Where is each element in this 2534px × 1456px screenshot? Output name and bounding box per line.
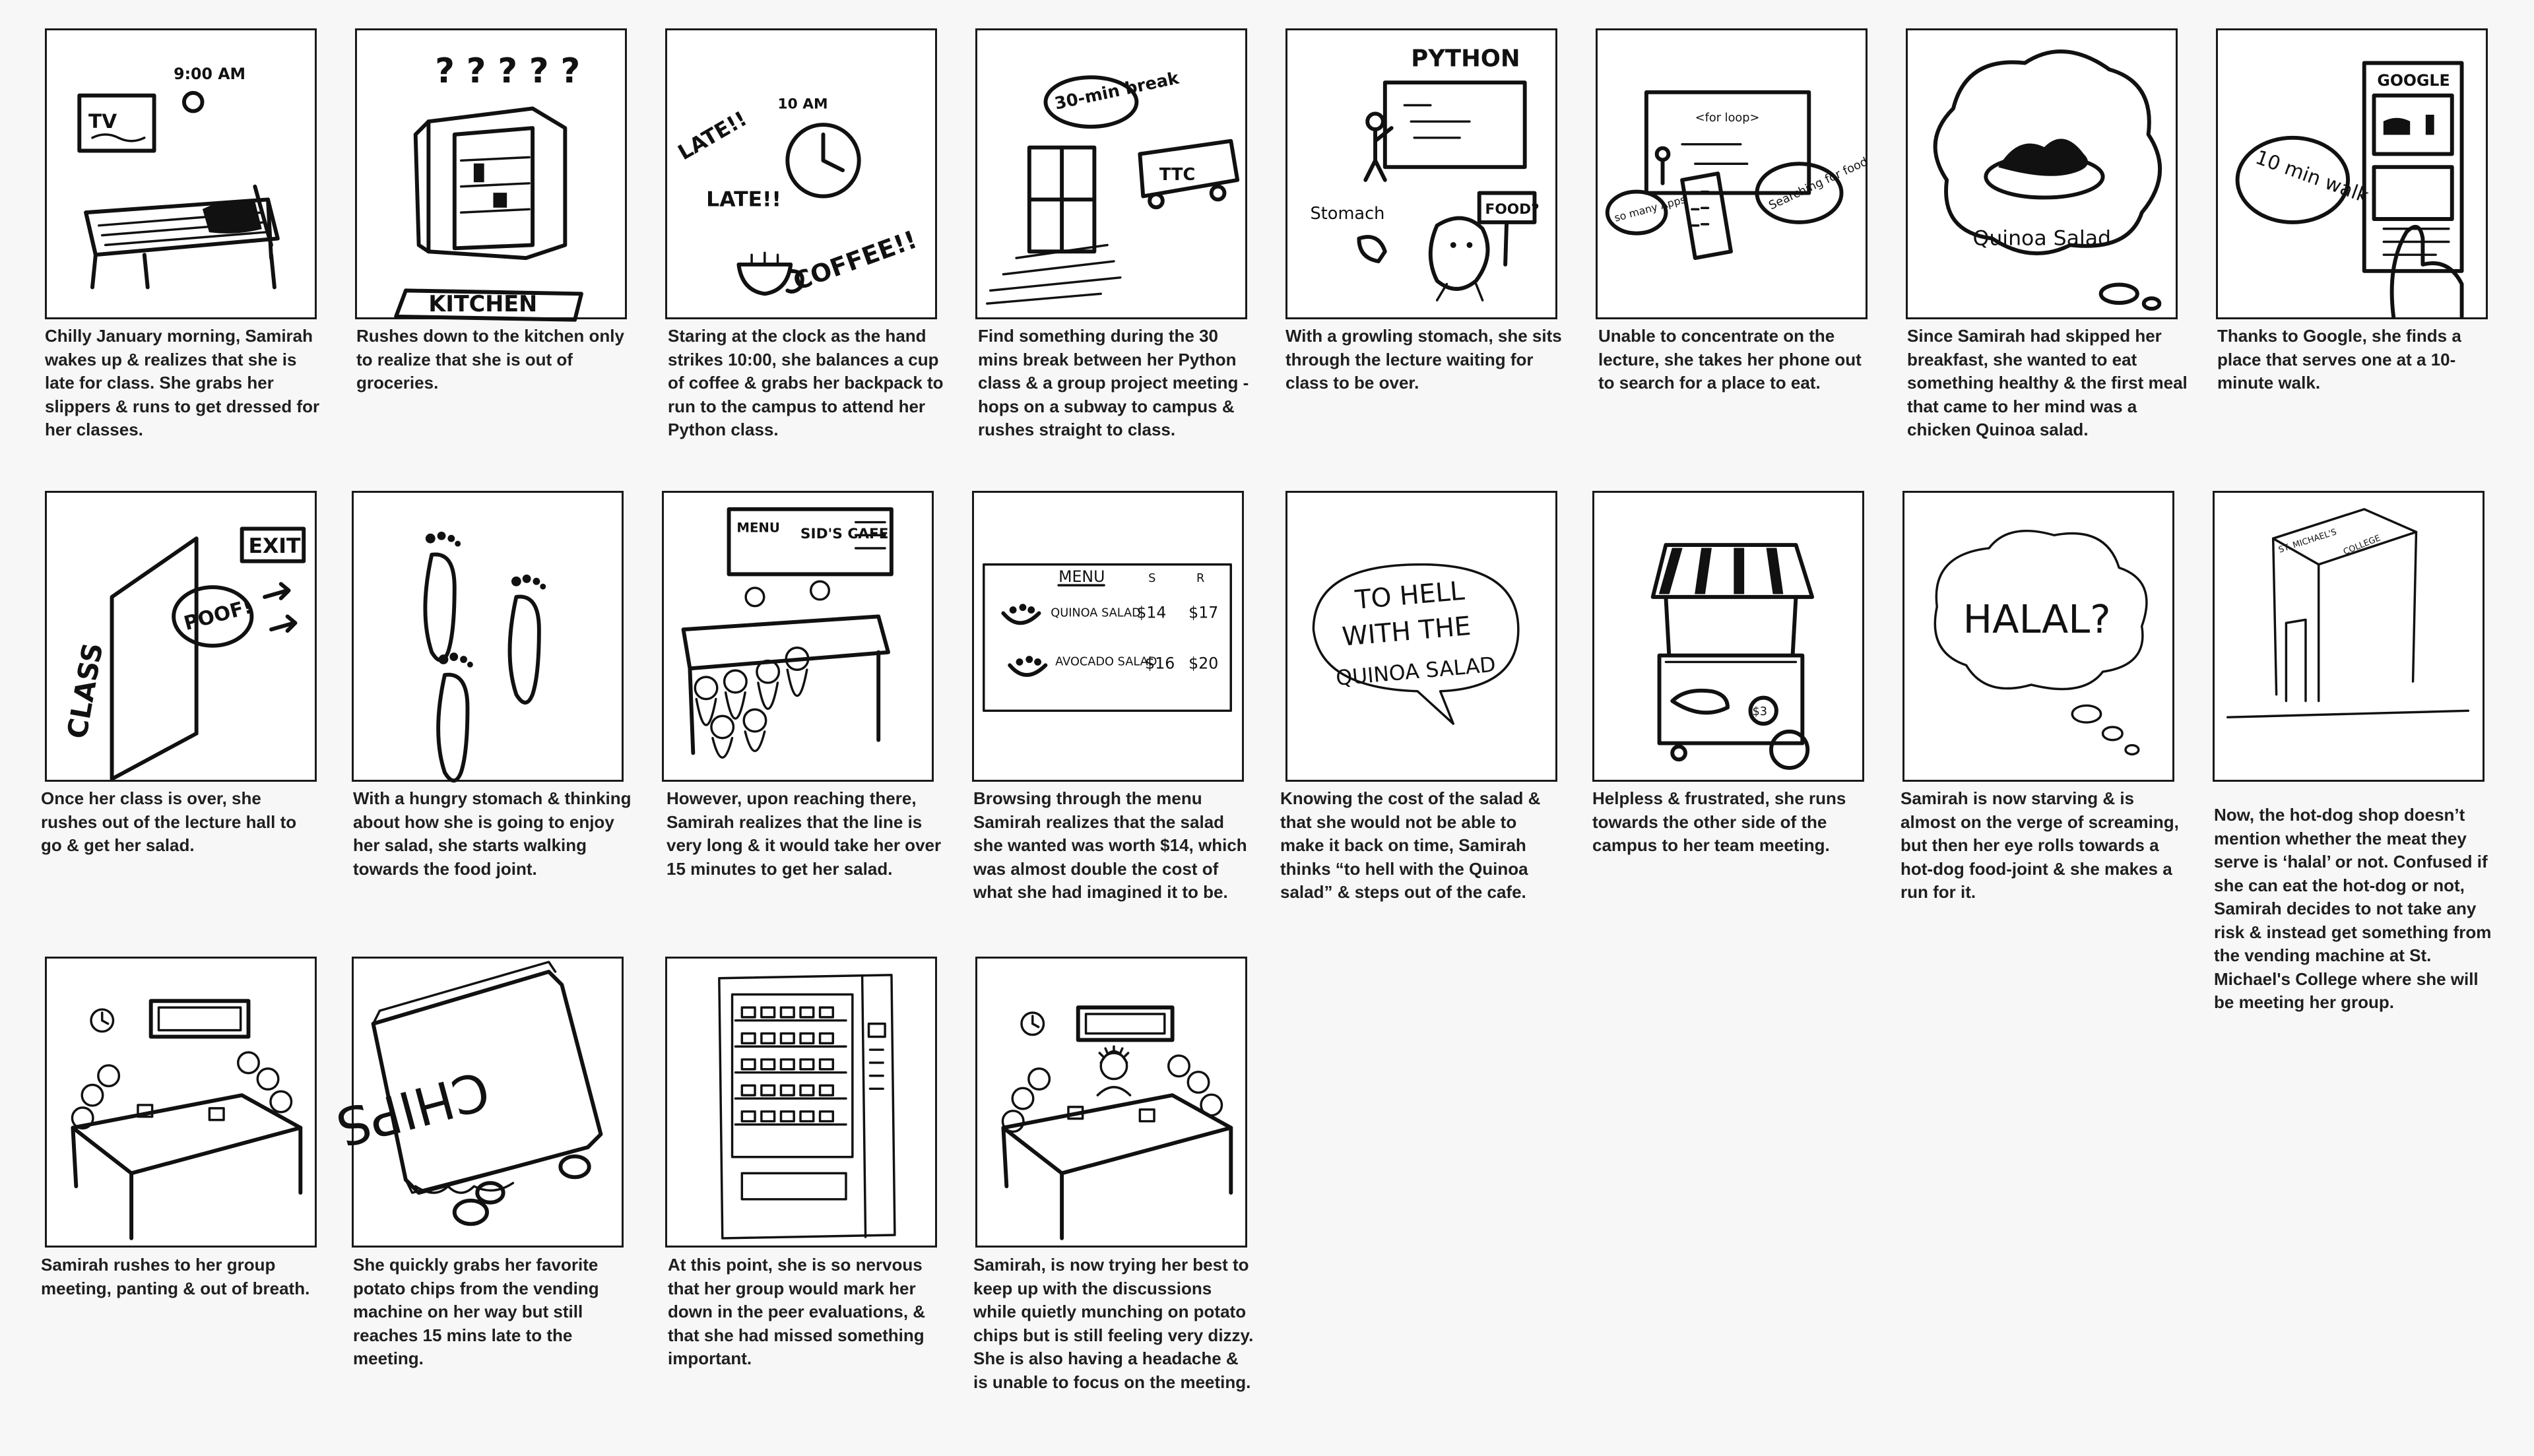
panel-caption-8: Thanks to Google, she finds a place that serves one at a 10-minute walk. — [2217, 326, 2461, 393]
svg-text:GOOGLE: GOOGLE — [2377, 71, 2450, 90]
svg-text:ST. MICHAEL'S: ST. MICHAEL'S — [2277, 527, 2338, 555]
sketch-college-building — [2215, 493, 2483, 780]
sketch-kitchen-fridge — [357, 30, 625, 317]
panel-caption-12: Browsing through the menu Samirah realizes that the salad she wanted was worth $14, which was almost double the cost of what she had imagined it to be. — [973, 788, 1247, 902]
svg-text:<for loop>: <for loop> — [1695, 111, 1760, 125]
sketch-class-exit — [47, 493, 315, 780]
svg-text:TTC: TTC — [1159, 164, 1196, 185]
storyboard-panel-9 — [45, 491, 317, 782]
storyboard-panel-13 — [1285, 491, 1557, 782]
panel-caption-14: Helpless & frustrated, she runs towards the other side of the campus to her team meeting. — [1592, 788, 1846, 855]
svg-text:KITCHEN: KITCHEN — [428, 290, 538, 317]
svg-text:? ? ? ? ?: ? ? ? ? ? — [435, 51, 581, 92]
panel-caption-15: Samirah is now starving & is almost on the verge of screaming, but then her eye rolls towards a hot-dog food-joint & she makes a run for it. — [1900, 788, 2179, 902]
svg-text:$16: $16 — [1145, 654, 1175, 673]
sketch-footsteps — [354, 493, 622, 780]
svg-text:TV: TV — [88, 110, 117, 133]
storyboard-panel-12 — [972, 491, 1244, 782]
svg-text:Stomach: Stomach — [1310, 203, 1385, 224]
svg-text:LATE!!: LATE!! — [706, 187, 781, 212]
sketch-vending-machine — [667, 959, 935, 1246]
panel-caption-1: Chilly January morning, Samirah wakes up & realizes that she is late for class. She grabs her slippers & runs to get dressed for her classes. — [45, 326, 320, 439]
svg-text:Searching for food: Searching for food — [1767, 155, 1870, 213]
panel-caption-4: Find something during the 30 mins break between her Python class & a group project meeting - hops on a subway to campus & rushes straight to class. — [978, 326, 1249, 439]
storyboard-panel-19 — [665, 957, 937, 1248]
storyboard-panel-1 — [45, 28, 317, 319]
panel-caption-16: Now, the hot-dog shop doesn’t mention whether the meat they serve is ‘halal’ or not. Confused if she can eat the hot-dog or not, Samirah decides to not take any risk & instead get something from the vending machine at St. Michael's College where she will be meeting her group. — [2214, 805, 2492, 1012]
panel-caption-18: She quickly grabs her favorite potato chips from the vending machine on her way but still reaches 15 mins late to the meeting. — [353, 1255, 599, 1368]
storyboard-panel-7 — [1906, 28, 2178, 319]
svg-text:30-min break: 30-min break — [1053, 68, 1181, 114]
sketch-chips-bag — [330, 959, 622, 1246]
storyboard-panel-20 — [975, 957, 1247, 1248]
sketch-meeting-samirah — [977, 959, 1245, 1246]
svg-text:MENU: MENU — [1058, 567, 1105, 586]
svg-text:TO HELL: TO HELL — [1353, 575, 1466, 616]
storyboard-panel-8 — [2216, 28, 2488, 319]
svg-text:COFFEE!!: COFFEE!! — [789, 224, 921, 296]
sketch-cafe-line — [664, 493, 932, 780]
svg-text:MENU: MENU — [736, 520, 780, 536]
storyboard-panel-18 — [330, 957, 624, 1248]
panel-caption-20: Samirah, is now trying her best to keep up with the discussions while quietly munching on potato chips but is still feeling very dizzy. She is also having a headache & is unable to focus on the meeting. — [973, 1255, 1254, 1392]
sketch-subway — [977, 30, 1245, 317]
svg-text:POOF!: POOF! — [181, 595, 255, 635]
svg-text:$17: $17 — [1188, 603, 1219, 622]
panel-caption-11: However, upon reaching there, Samirah realizes that the line is very long & it would take her over 15 minutes to get her salad. — [666, 788, 942, 879]
svg-text:$14: $14 — [1136, 603, 1167, 622]
panel-caption-19: At this point, she is so nervous that her group would mark her down in the peer evaluations, & that she had missed something important. — [668, 1255, 926, 1368]
panel-caption-7: Since Samirah had skipped her breakfast, she wanted to eat something healthy & the first meal that came to her mind was a chicken Quinoa salad. — [1907, 326, 2188, 439]
sketch-meeting-room — [47, 959, 315, 1246]
storyboard-panel-17 — [45, 957, 317, 1248]
svg-text:AVOCADO SALAD: AVOCADO SALAD — [1055, 655, 1157, 669]
panel-caption-2: Rushes down to the kitchen only to realize that she is out of groceries. — [356, 326, 624, 393]
svg-text:QUINOA SALAD: QUINOA SALAD — [1334, 652, 1497, 691]
sketch-python-lecture — [1287, 30, 1555, 317]
storyboard-panel-15 — [1902, 491, 2174, 782]
svg-text:10 min walk: 10 min walk — [2252, 145, 2372, 208]
svg-text:CHIPS: CHIPS — [330, 1059, 496, 1158]
storyboard-panel-14 — [1592, 491, 1864, 782]
storyboard-panel-4 — [975, 28, 1247, 319]
svg-text:LATE!!: LATE!! — [674, 107, 752, 166]
panel-caption-5: With a growling stomach, she sits through the lecture waiting for class to be over. — [1285, 326, 1562, 393]
sketch-salad-thought — [1908, 30, 2176, 317]
sketch-google-phone — [2218, 30, 2486, 317]
svg-text:QUINOA SALAD: QUINOA SALAD — [1051, 606, 1141, 620]
storyboard-panel-16 — [2213, 491, 2485, 782]
sketch-halal-thought — [1904, 493, 2172, 780]
storyboard-panel-3 — [665, 28, 937, 319]
storyboard-panel-6 — [1596, 28, 1868, 319]
svg-text:R: R — [1196, 572, 1205, 586]
svg-text:WITH THE: WITH THE — [1341, 610, 1472, 652]
svg-text:HALAL?: HALAL? — [1963, 596, 2111, 643]
svg-text:EXIT: EXIT — [248, 534, 301, 558]
sketch-clock-coffee — [667, 30, 935, 317]
sketch-speech-bubble — [1287, 493, 1555, 780]
svg-text:Quinoa Salad: Quinoa Salad — [1972, 226, 2112, 251]
svg-text:SID'S CAFE: SID'S CAFE — [800, 526, 889, 543]
svg-text:FOOD?: FOOD? — [1485, 201, 1540, 218]
sketch-phone-search — [1598, 30, 1870, 317]
panel-caption-9: Once her class is over, she rushes out of the lecture hall to go & get her salad. — [41, 788, 297, 855]
svg-text:$3: $3 — [1752, 705, 1768, 719]
panel-caption-10: With a hungry stomach & thinking about how she is going to enjoy her salad, she starts walking towards the food joint. — [353, 788, 632, 879]
svg-text:COLLEGE: COLLEGE — [2341, 533, 2382, 557]
svg-text:S: S — [1148, 572, 1156, 586]
svg-text:PYTHON: PYTHON — [1411, 45, 1520, 73]
panel-caption-17: Samirah rushes to her group meeting, panting & out of breath. — [41, 1255, 310, 1298]
sketch-menu-board — [974, 493, 1242, 780]
panel-caption-6: Unable to concentrate on the lecture, she takes her phone out to search for a place to eat. — [1598, 326, 1862, 393]
storyboard-panel-5 — [1285, 28, 1557, 319]
sketch-bedroom — [47, 30, 315, 317]
storyboard-panel-10 — [352, 491, 624, 782]
panel-caption-3: Staring at the clock as the hand strikes 10:00, she balances a cup of coffee & grabs her backpack to run to the campus to attend her Python class. — [668, 326, 944, 439]
sketch-food-cart — [1594, 493, 1862, 780]
svg-text:CLASS: CLASS — [61, 640, 110, 742]
panel-caption-13: Knowing the cost of the salad & that she would not be able to make it back on time, Samirah thinks “to hell with the Quinoa salad” & steps out of the cafe. — [1280, 788, 1541, 902]
svg-text:9:00 AM: 9:00 AM — [174, 65, 246, 84]
svg-text:so many Apps: so many Apps — [1613, 193, 1687, 224]
storyboard-panel-2 — [355, 28, 627, 319]
svg-text:10 AM: 10 AM — [777, 96, 828, 113]
svg-text:$20: $20 — [1188, 654, 1219, 673]
storyboard-panel-11 — [662, 491, 934, 782]
